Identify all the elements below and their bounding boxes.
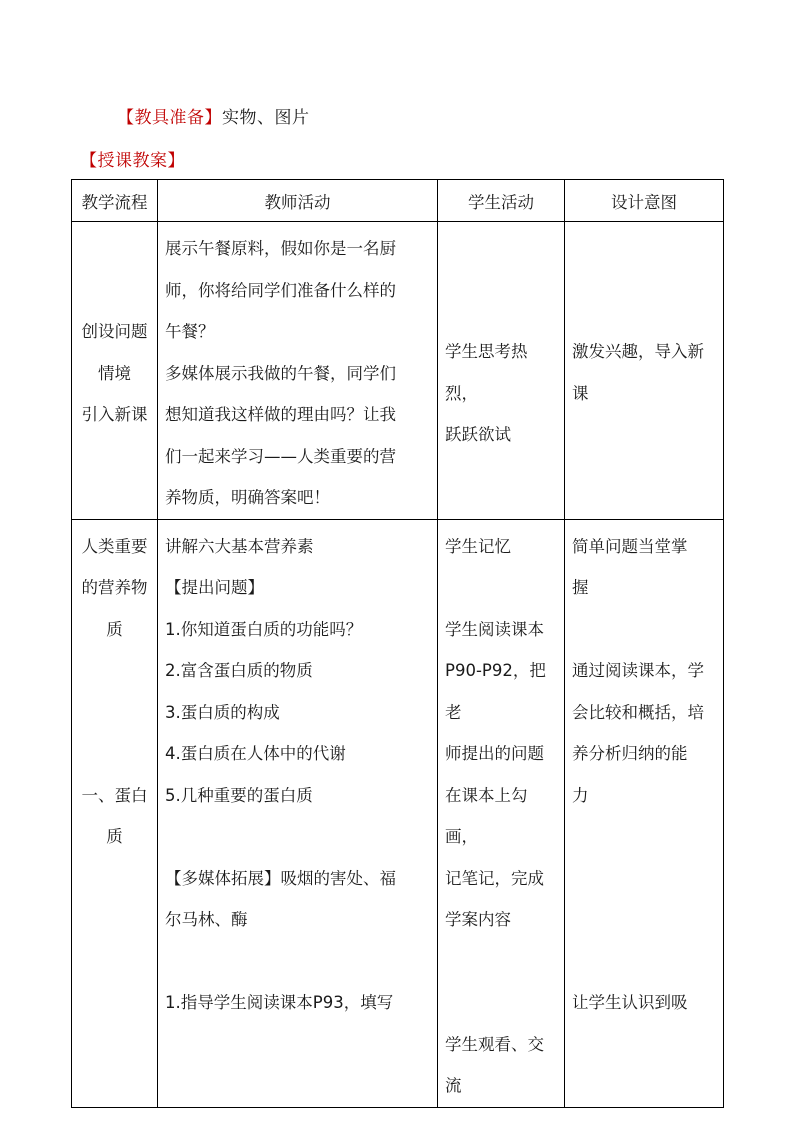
intent-line: 激发兴趣，导入新	[572, 342, 704, 361]
intent-cell	[565, 222, 724, 520]
lesson-plan-table	[71, 179, 724, 1108]
flow-line: 人类重要	[81, 536, 148, 556]
flow-line: 创设问题	[81, 322, 148, 341]
intent-line: 会比较和概括，培	[572, 702, 704, 722]
student-line: 在课本上勾画，	[445, 785, 528, 846]
intent-line: 简单问题当堂掌	[572, 536, 688, 556]
teacher-line: 讲解六大基本营养素	[165, 536, 314, 556]
question-item: 3.蛋白质的构成	[165, 702, 280, 722]
student-line: 记笔记，完成	[445, 868, 544, 888]
header-teacher: 教师活动	[158, 180, 438, 222]
intent-line: 通过阅读课本，学	[572, 661, 704, 680]
teacher-line: 【多媒体拓展】吸烟的害处、福	[165, 868, 396, 888]
teacher-cell	[158, 519, 438, 1107]
flow-line: 质	[106, 827, 123, 846]
intent-line: 握	[572, 578, 589, 597]
intent-line: 力	[572, 785, 589, 805]
teacher-cell	[158, 222, 438, 520]
header-intent: 设计意图	[565, 180, 724, 222]
question-item: 4.蛋白质在人体中的代谢	[165, 744, 346, 763]
teacher-line: 展示午餐原料，假如你是一名厨	[165, 239, 396, 258]
intent-line: 让学生认识到吸	[572, 993, 688, 1012]
student-line: P90-P92，把老	[445, 661, 546, 722]
teacher-line: 多媒体展示我做的午餐，同学们	[165, 363, 396, 383]
student-cell	[438, 222, 565, 520]
teaching-aids-label: 【教具准备】	[117, 108, 222, 128]
intent-cell	[565, 519, 724, 1107]
header-flow: 教学流程	[72, 180, 158, 222]
teacher-line: 想知道我这样做的理由吗？让我	[165, 405, 396, 424]
student-line: 学生阅读课本	[445, 619, 544, 639]
flow-line: 引入新课	[81, 405, 148, 424]
teacher-line: 们一起来学习——人类重要的营	[165, 446, 396, 466]
teacher-line: 师，你将给同学们准备什么样的	[165, 280, 396, 300]
flow-line: 情境	[98, 363, 131, 383]
question-item: 5.几种重要的蛋白质	[165, 785, 313, 805]
table-header-row	[72, 180, 724, 222]
flow-cell	[72, 222, 158, 520]
student-line: 跃跃欲试	[445, 425, 511, 444]
student-line: 师提出的问题	[445, 744, 544, 763]
student-line: 学生记忆	[445, 536, 511, 556]
table-row-protein	[72, 519, 724, 1107]
teacher-line: 1.指导学生阅读课本P93，填写	[165, 993, 394, 1012]
flow-line: 质	[106, 619, 123, 639]
student-line: 学案内容	[445, 910, 511, 929]
teacher-line: 午餐？	[165, 322, 215, 341]
question-item: 1.你知道蛋白质的功能吗？	[165, 619, 363, 639]
flow-cell	[72, 519, 158, 1107]
student-cell	[438, 519, 565, 1107]
intent-line: 课	[572, 383, 589, 403]
flow-line: 一、蛋白	[81, 785, 148, 805]
flow-line: 的营养物	[81, 578, 148, 597]
table-row-intro	[72, 222, 724, 520]
section-title: 【授课教案】	[80, 151, 185, 171]
teacher-line: 尔马林、酶	[165, 910, 248, 929]
intent-line: 养分析归纳的能	[572, 744, 688, 763]
header-student: 学生活动	[438, 180, 565, 222]
student-line: 流	[445, 1076, 462, 1095]
question-heading: 【提出问题】	[165, 578, 264, 597]
teacher-line: 养物质，明确答案吧！	[165, 488, 330, 507]
student-line: 学生观看、交	[445, 1034, 544, 1054]
student-line: 学生思考热烈，	[445, 342, 528, 403]
teaching-aids-text: 实物、图片	[222, 108, 310, 128]
teaching-aids-line	[117, 103, 310, 128]
question-item: 2.富含蛋白质的物质	[165, 661, 313, 680]
